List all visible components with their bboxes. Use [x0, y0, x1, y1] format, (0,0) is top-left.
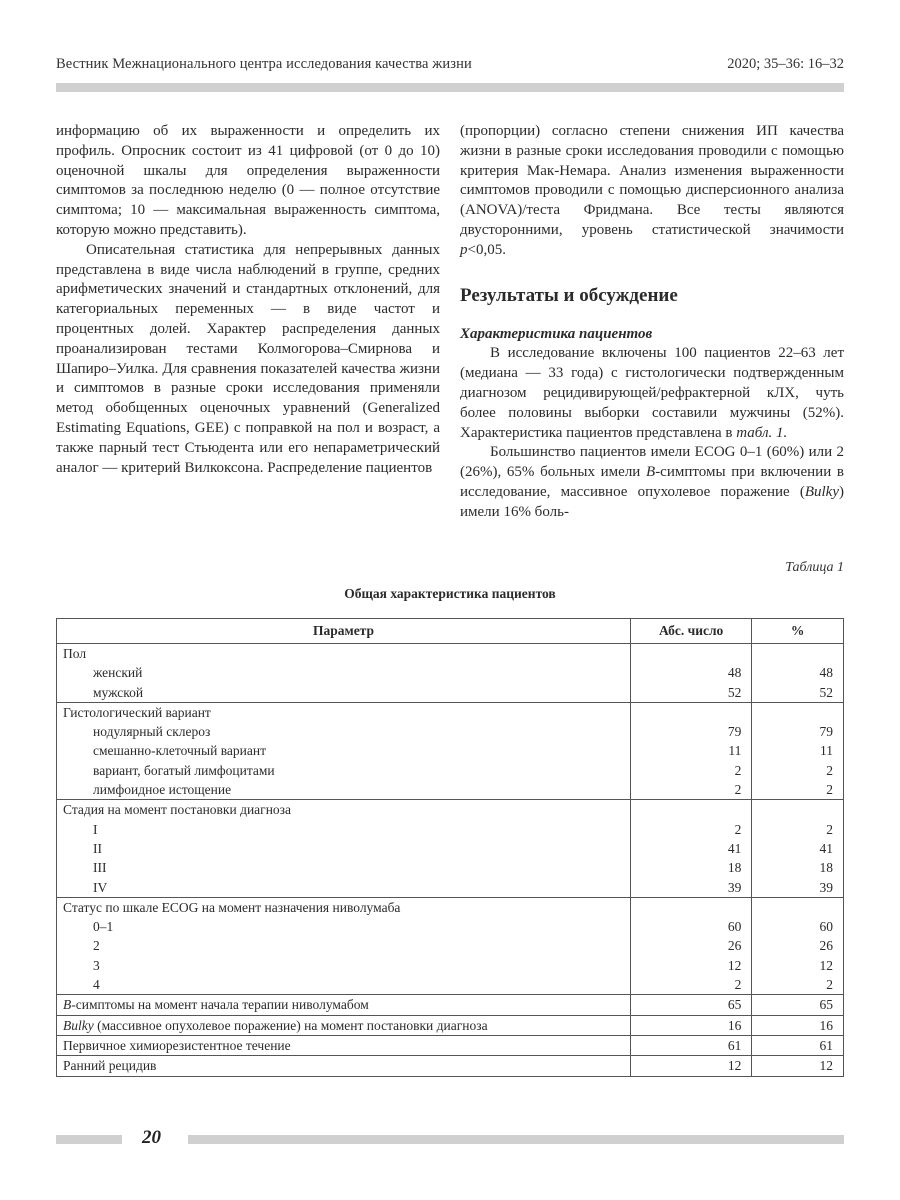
row-pct-value: 11 [820, 743, 833, 759]
group-pct-cell [752, 702, 844, 799]
row-pct-value: 26 [819, 938, 833, 954]
body-text [56, 122, 844, 562]
row-label: -симптомы на момент начала терапии ниволумабом [71, 997, 369, 1013]
row-pct-value: 79 [819, 724, 833, 740]
paragraph-ecog: Большинство пациентов имели ECOG 0–1 (60%) или 2 (26%), 65% больных имели B-симптомы при включении в исследование, массивное опухолевое поражение (Bulky) имели 16% боль- [460, 444, 844, 520]
blank-line [758, 898, 833, 917]
running-header [56, 56, 844, 86]
row-abs-value: 12 [630, 1056, 751, 1076]
row-label: нодулярный склероз [93, 724, 211, 740]
row-pct-value: 18 [819, 860, 833, 876]
row-pct-value: 16 [752, 1015, 844, 1035]
row-pct-value: 65 [752, 995, 844, 1015]
row-abs-value: 2 [734, 977, 742, 993]
row-label: I [93, 821, 98, 837]
row-pct-value: 60 [819, 919, 833, 935]
group-abs-cell [630, 800, 751, 897]
issue-citation: 2020; 35–36: 16–32 [727, 56, 844, 72]
row-abs-value: 39 [727, 879, 742, 895]
row-abs-value: 2 [734, 821, 742, 837]
row-abs-value: 52 [727, 684, 742, 700]
blank-line [758, 644, 833, 663]
row-label: II [93, 840, 102, 856]
row-abs-value: 48 [727, 665, 742, 681]
header-rule [56, 83, 844, 92]
footer-rule-right [188, 1135, 844, 1144]
row-pct-value: 39 [819, 879, 833, 895]
header-param: Параметр [57, 619, 631, 644]
group-abs-cell [630, 897, 751, 994]
paragraph-questionnaire: информацию об их выраженности и определить их профиль. Опросник состоит из 41 цифровой (от 0 до 10) оценочной шкалы для определения выраженности симптомов за последнюю неделю (0 — полное отсутствие симптома; 10 — максимальная выраженность симптома, которую можно представить). [56, 123, 440, 238]
table-reference: табл. 1. [736, 424, 788, 441]
row-abs-value: 41 [727, 840, 742, 856]
row-label: (массивное опухолевое поражение) на момент постановки диагноза [93, 1017, 488, 1033]
blank-line [637, 644, 741, 663]
subsection-title: Характеристика пациентов [460, 325, 653, 342]
table-row-group [57, 702, 844, 799]
row-abs-value: 60 [727, 919, 742, 935]
group-pct-cell [752, 644, 844, 703]
group-abs-cell [630, 644, 751, 703]
row-param-cell [57, 995, 631, 1015]
group-pct-cell [752, 897, 844, 994]
header-abs: Абс. число [630, 619, 751, 644]
row-abs-value: 2 [734, 762, 742, 778]
row-abs-value: 26 [727, 938, 742, 954]
row-abs-value: 12 [727, 957, 742, 973]
blank-line [758, 703, 833, 722]
table-title: Общая характеристика пациентов [344, 586, 556, 601]
row-label: 2 [93, 938, 100, 954]
row-abs-value: 61 [630, 1035, 751, 1055]
row-pct-value: 12 [819, 957, 833, 973]
group-pct-cell [752, 800, 844, 897]
row-label: III [93, 860, 107, 876]
blank-line [758, 800, 833, 819]
row-label: 3 [93, 957, 100, 973]
right-column [460, 122, 844, 523]
row-label-italic: B [63, 997, 72, 1013]
row-label: Ранний рецидив [63, 1058, 157, 1074]
row-pct-value: 2 [826, 782, 833, 798]
table-row [57, 995, 844, 1015]
table-header-row [57, 619, 844, 644]
section-title: Результаты и обсуждение [460, 284, 678, 306]
row-pct-value: 2 [826, 977, 833, 993]
row-label: Первичное химиорезистентное течение [63, 1037, 291, 1053]
blank-line [637, 898, 741, 917]
group-title: Стадия на момент постановки диагноза [63, 802, 292, 818]
row-abs-value: 65 [630, 995, 751, 1015]
row-pct-value: 61 [752, 1035, 844, 1055]
footer-rule-left [56, 1135, 122, 1144]
table-row [57, 1015, 844, 1035]
page-footer [56, 1127, 844, 1150]
blank-line [637, 703, 741, 722]
table-row-group [57, 644, 844, 703]
row-abs-value: 11 [728, 743, 742, 759]
group-title: Пол [63, 646, 87, 661]
row-param-cell [57, 1035, 631, 1055]
row-abs-value: 18 [727, 860, 742, 876]
row-label: лимфоидное истощение [93, 782, 232, 798]
group-param-cell [57, 800, 631, 897]
table-caption: Таблица 1 [785, 560, 844, 575]
group-abs-cell [630, 702, 751, 799]
row-label: смешанно-клеточный вариант [93, 743, 266, 759]
row-label: мужской [93, 684, 144, 700]
row-label: вариант, богатый лимфоцитами [93, 762, 275, 778]
row-label: 4 [93, 977, 100, 993]
row-pct-value: 12 [752, 1056, 844, 1076]
table-row-group [57, 800, 844, 897]
blank-line [637, 800, 741, 819]
paragraph-statistics: Описательная статистика для непрерывных данных представлена в виде числа наблюдений в группе, средних арифметических значений и стандартных отклонений, для категориальных переменных — в виде частот и процентных долей. Характер распределения данных проанализирован тестами Колмогорова–Смирнова и Шапиро–Уилка. Для сравнения показателей качества жизни и симптомов в разные сроки исследования применяли метод обобщенных оценочных уравнений (Generalized Estimating Equations, GEE) с поправкой на пол и возраст, а также парный тест Стьюдента или его непараметрический аналог — критерий Вилкоксона. Распределение пациентов [56, 241, 440, 476]
row-param-cell [57, 1015, 631, 1035]
group-param-cell [57, 897, 631, 994]
paragraph-patients: В исследование включены 100 пациентов 22–63 лет (медиана — 33 года) с гистологически подтвержденным диагнозом рецидивирующей/рефрактерной кЛХ, чуть более половины выборки составили мужчины (52%). Характеристика пациентов представлена в табл. 1. [460, 345, 844, 441]
patient-characteristics-table [56, 618, 844, 1077]
row-pct-value: 2 [826, 762, 833, 778]
group-title: Статус по шкале ECOG на момент назначения ниволумаба [63, 899, 401, 915]
row-abs-value: 16 [630, 1015, 751, 1035]
left-column [56, 122, 440, 478]
paragraph-proportions: (пропорции) согласно степени снижения ИП качества жизни в разные сроки исследования проводили с помощью критерия Мак-Немара. Анализ изменения выраженности симптомов проводили с помощью дисперсионного анализа (ANOVA)/теста Фридмана. Все тесты являются двусторонними, уровень статистической значимости p<0,05. [460, 123, 844, 258]
row-abs-value: 79 [727, 724, 742, 740]
group-title: Гистологический вариант [63, 704, 211, 720]
row-label: IV [93, 879, 108, 895]
table-row-group [57, 897, 844, 994]
header-pct: % [752, 619, 844, 644]
row-label: женский [93, 665, 143, 681]
group-param-cell [57, 644, 631, 703]
row-param-cell [57, 1056, 631, 1076]
table-row [57, 1035, 844, 1055]
row-pct-value: 48 [819, 665, 833, 681]
row-pct-value: 41 [819, 840, 833, 856]
table-row [57, 1056, 844, 1076]
row-pct-value: 52 [819, 684, 833, 700]
row-abs-value: 2 [734, 782, 742, 798]
row-label: 0–1 [93, 919, 114, 935]
row-label-italic: Bulky [63, 1017, 94, 1033]
row-pct-value: 2 [826, 821, 833, 837]
group-param-cell [57, 702, 631, 799]
journal-title: Вестник Межнационального центра исследования качества жизни [56, 56, 472, 72]
page-number: 20 [142, 1127, 161, 1148]
